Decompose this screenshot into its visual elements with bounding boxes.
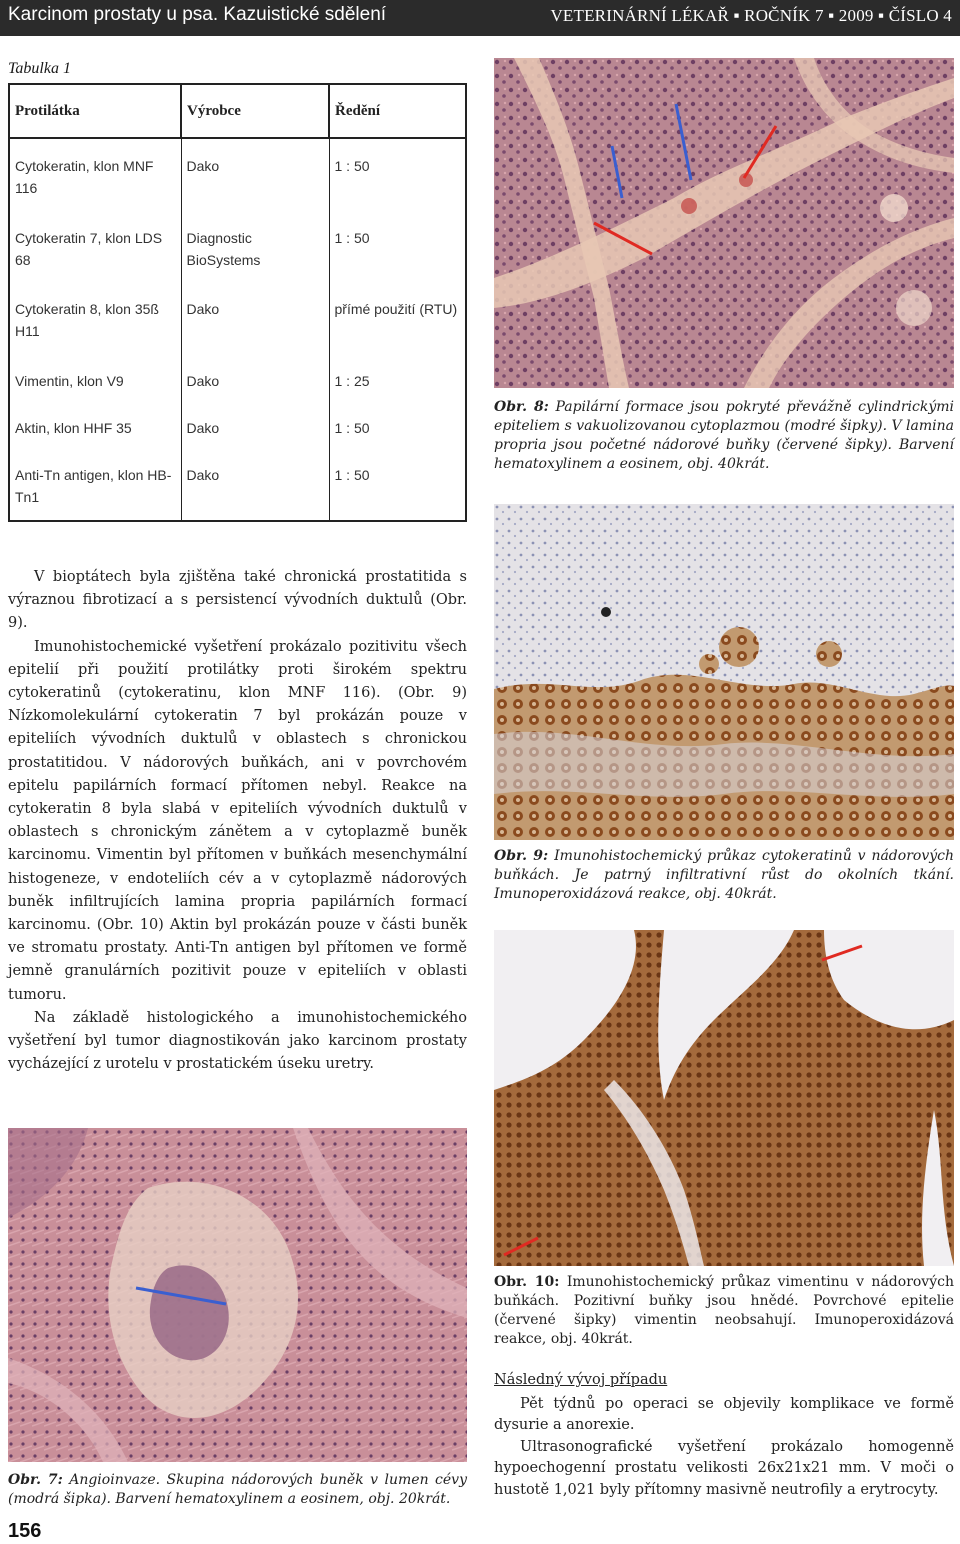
journal-issue: VETERINÁRNÍ LÉKAŘ ▪ ROČNÍK 7 ▪ 2009 ▪ ČÍSLO 4 [550,6,952,25]
cell-dilution: 1 : 50 [329,138,466,211]
figure-8-caption [494,398,954,474]
table-row [9,354,466,401]
article-title: Karcinom prostaty u psa. Kazuistické sdělení [8,4,387,25]
figure-7-caption [8,1471,467,1509]
cell-dilution: 1 : 50 [329,211,466,283]
paragraph: Imunohistochemické vyšetření prokázalo pozitivitu všech epitelií při použití protilátky proti širokém spektru cytokeratinů (cytokeratinu, klon MNF 116). (Obr. 9) Nízkomolekulární cytokeratin 7 byl prokázán pouze v epiteliích vývodních duktulů v oblastech s chronickou prostatitidou. V nádorových buňkách, ani v povrchovém epitelu papilárních formací přítomen nebyl. Reakce na cytokeratin 8 byla slabá v epiteliích vývodních duktulů v oblastech s chronickým zánětem a v cytoplazmě buněk karcinomu. Vimentin byl přítomen v buňkách mesenchymální histogeneze, v endoteliích cév a v cytoplazmě nádorových buněk infiltrujících lamina propria papilárních formací karcinomu. (Obr. 10) Aktin byl prokázán pouze v části buněk ve stromatu prostaty. Anti-Tn antigen byl přítomen ve formě jemně granulárních pozitivit pouze v epiteliích v oblasti tumoru. [8,638,467,1003]
page-number: 156 [8,1520,42,1542]
col-header-manufacturer: Výrobce [181,84,329,138]
caption-text: Angioinvaze. Skupina nádorových buněk v lumen cévy (modrá šipka). Barvení hematoxylinem a eosinem, obj. 20krát. [8,1472,467,1507]
cell-antibody: Vimentin, klon V9 [9,354,181,401]
cell-dilution: 1 : 50 [329,401,466,448]
table-row [9,448,466,521]
cell-dilution: 1 : 50 [329,448,466,521]
running-header [0,0,960,36]
cell-dilution: 1 : 25 [329,354,466,401]
cell-antibody: Aktin, klon HHF 35 [9,401,181,448]
figure-9-caption [494,847,954,904]
cell-dilution: přímé použití (RTU) [329,282,466,354]
paragraph: Pět týdnů po operaci se objevily komplikace ve formě dysurie a anorexie. [494,1395,954,1433]
figure-label: Obr. 9: [494,848,549,864]
figure-label: Obr. 10: [494,1274,560,1290]
figure-9-micrograph [494,504,954,840]
cell-antibody: Cytokeratin 7, klon LDS 68 [9,211,181,283]
caption-text: Imunohistochemický průkaz cytokeratinů v nádorových buňkách. Je patrný infiltrativní růst do okolních tkání. Imunoperoxidázová reakce, obj. 40krát. [494,848,954,902]
cell-manufacturer: Dako [181,401,329,448]
cell-manufacturer: Diagnostic BioSystems [181,211,329,283]
paragraph: Na základě histologického a imunohistochemického vyšetření byl tumor diagnostikován jako karcinom prostaty vycházející z urotelu v prostatickém úseku uretry. [8,1009,467,1073]
cell-manufacturer: Dako [181,282,329,354]
table-caption: Tabulka 1 [8,60,71,77]
figure-label: Obr. 7: [8,1472,63,1488]
cell-manufacturer: Dako [181,354,329,401]
follow-up-section [494,1370,954,1501]
table-row [9,211,466,283]
caption-text: Imunohistochemický průkaz vimentinu v nádorových buňkách. Pozitivní buňky jsou hnědé. Povrchové epitelie (červené šipky) vimentin neobsahují. Imunoperoxidázová reakce, obj. 40krát. [494,1274,954,1347]
cell-antibody: Cytokeratin 8, klon 35ß H11 [9,282,181,354]
figure-10-micrograph [494,930,954,1266]
col-header-dilution: Ředění [329,84,466,138]
paragraph: V bioptátech byla zjištěna také chronická prostatitida s výraznou fibrotizací a s persistencí vývodních duktulů (Obr. 9). [8,569,467,632]
cell-manufacturer: Dako [181,448,329,521]
section-title: Následný vývoj případu [494,1372,668,1388]
cell-manufacturer: Dako [181,138,329,211]
cell-antibody: Anti-Tn antigen, klon HB-Tn1 [9,448,181,521]
table-row [9,282,466,354]
paragraph: Ultrasonografické vyšetření prokázalo homogenně hypoechogenní prostatu velikosti 26x21x21 mm. V moči o hustotě 1,021 byly přítomny masivně neutrofily a erytrocyty. [494,1438,954,1498]
antibody-table [8,83,467,522]
table-row [9,138,466,211]
table-row [9,401,466,448]
figure-10-caption [494,1273,954,1349]
body-text [8,566,467,1076]
figure-label: Obr. 8: [494,399,549,415]
figure-7-micrograph [8,1128,467,1462]
col-header-antibody: Protilátka [9,84,181,138]
caption-text: Papilární formace jsou pokryté převážně cylindrickými epiteliem s vakuolizovanou cytoplazmou (modré šipky). V lamina propria jsou početné nádorové buňky (červené šipky). Barvení hematoxylinem a eosinem, obj. 40krát. [494,399,955,472]
figure-8-micrograph [494,58,954,388]
cell-antibody: Cytokeratin, klon MNF 116 [9,138,181,211]
